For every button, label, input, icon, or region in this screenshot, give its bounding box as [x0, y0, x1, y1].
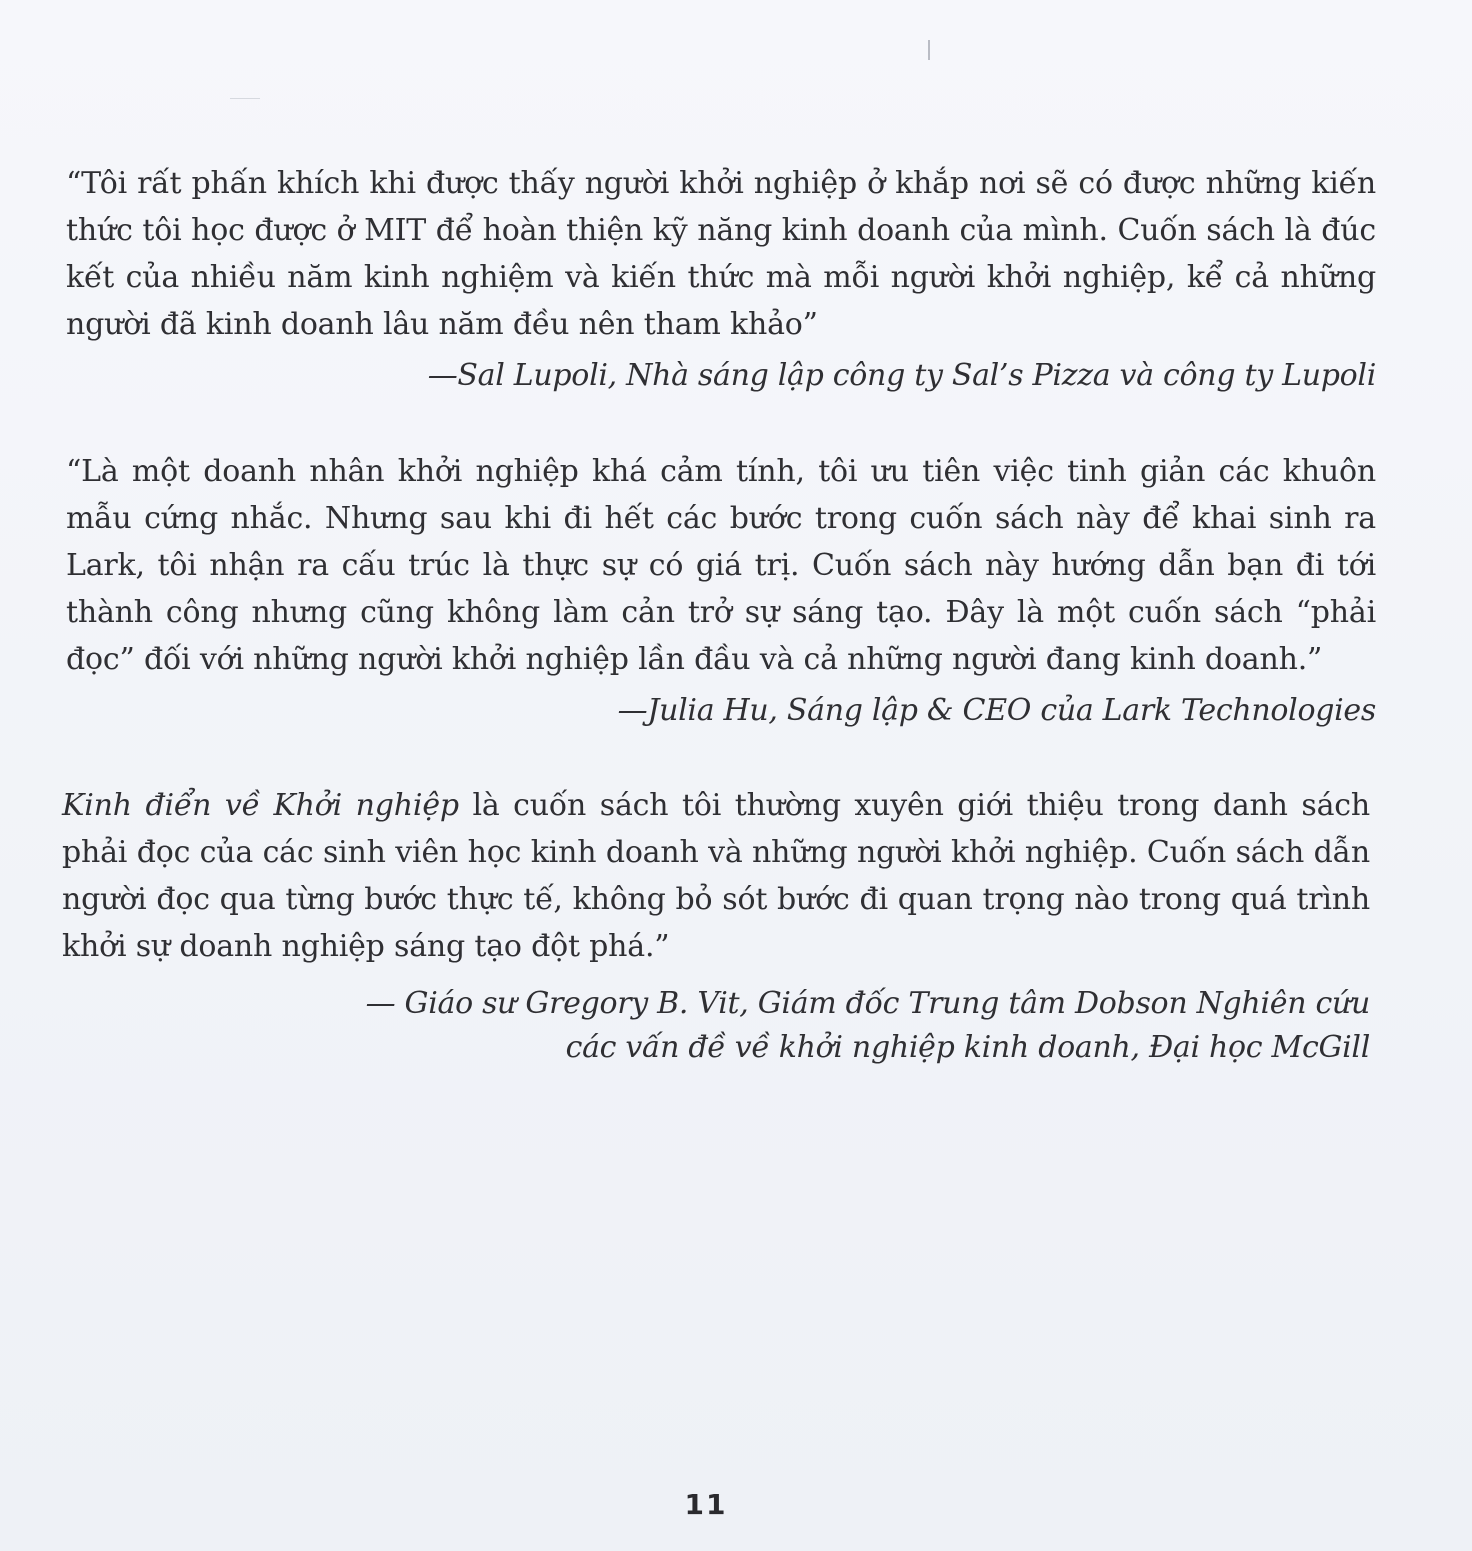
testimonial-quote-3 — [62, 782, 1370, 1070]
testimonial-quote-1 — [66, 160, 1376, 398]
quote-attribution — [62, 982, 1370, 1070]
quote-attribution: —Julia Hu, Sáng lập & CEO của Lark Technologies — [617, 693, 1376, 728]
attribution-line-1: — Giáo sư Gregory B. Vit, Giám đốc Trung tâm Dobson Nghiên cứu — [365, 986, 1370, 1021]
quote-text: “Tôi rất phấn khích khi được thấy người khởi nghiệp ở khắp nơi sẽ có được những kiến thức tôi học được ở MIT để hoàn thiện kỹ năng kinh doanh của mình. Cuốn sách là đúc kết của nhiều năm kinh nghiệm và kiến thức mà mỗi người khởi nghiệp, kể cả những người đã kinh doanh lâu năm đều nên tham khảo” — [66, 166, 1376, 342]
quote-text — [62, 782, 1370, 970]
quote-attribution: —Sal Lupoli, Nhà sáng lập công ty Sal’s Pizza và công ty Lupoli — [427, 358, 1376, 393]
scan-artifact-mark — [928, 40, 930, 60]
testimonial-quote-2 — [66, 448, 1376, 733]
quote-body: là cuốn sách tôi thường xuyên giới thiệu trong danh sách phải đọc của các sinh viên học kinh doanh và những người khởi nghiệp. Cuốn sách dẫn người đọc qua từng bước thực tế, không bỏ sót bước đi quan trọng nào trong quá trình khởi sự doanh nghiệp sáng tạo đột phá.” — [62, 788, 1370, 964]
page-number: 11 — [684, 1488, 728, 1521]
attribution-line-2: các vấn đề về khởi nghiệp kinh doanh, Đại học McGill — [565, 1030, 1370, 1065]
book-title: Kinh điển về Khởi nghiệp — [62, 788, 459, 823]
scan-artifact-mark — [230, 98, 260, 99]
quote-text: “Là một doanh nhân khởi nghiệp khá cảm tính, tôi ưu tiên việc tinh giản các khuôn mẫu cứng nhắc. Nhưng sau khi đi hết các bước trong cuốn sách này để khai sinh ra Lark, tôi nhận ra cấu trúc là thực sự có giá trị. Cuốn sách này hướng dẫn bạn đi tới thành công nhưng cũng không làm cản trở sự sáng tạo. Đây là một cuốn sách “phải đọc” đối với những người khởi nghiệp lần đầu và cả những người đang kinh doanh.” — [66, 454, 1376, 677]
